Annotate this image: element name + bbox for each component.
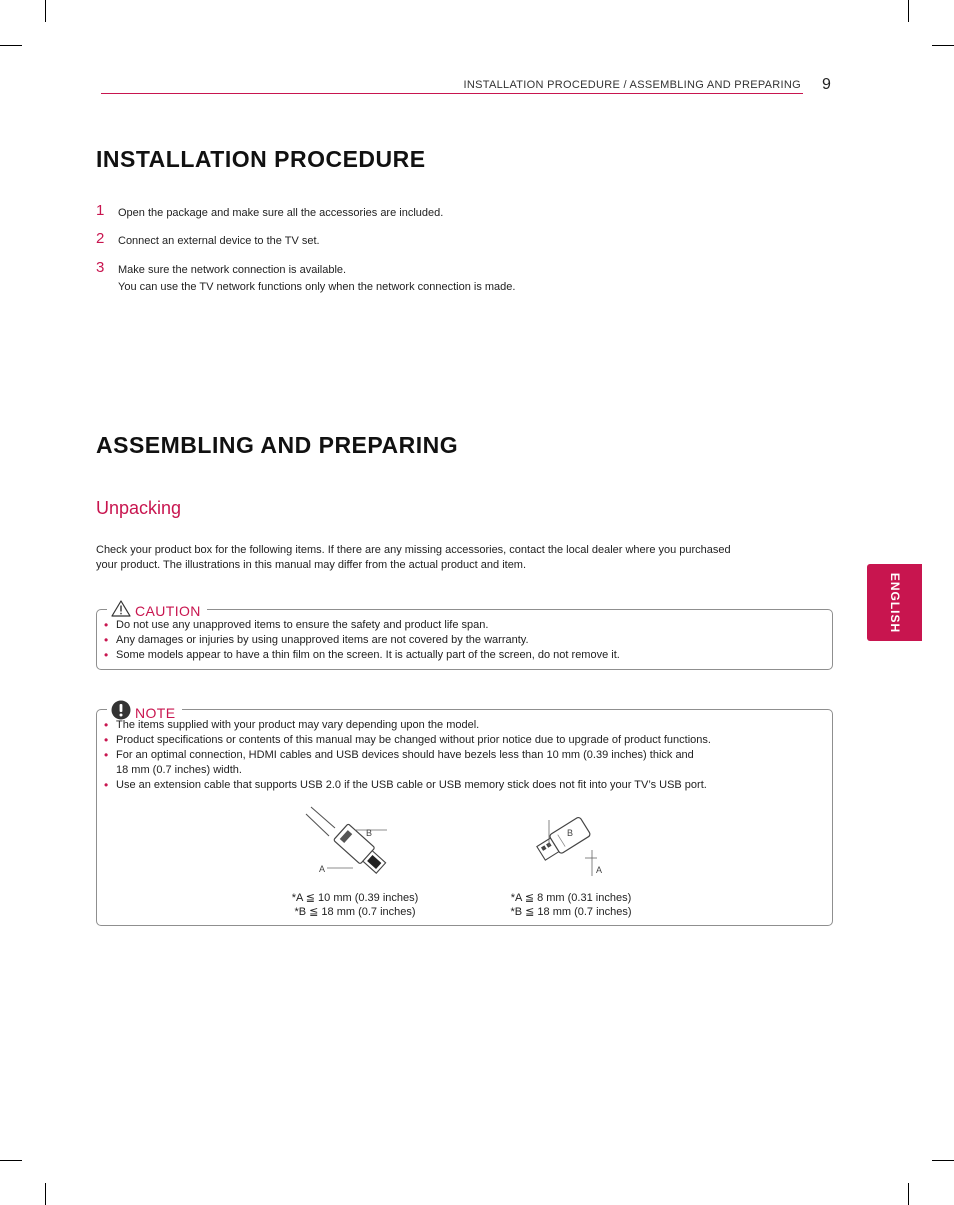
list-item-line: • For an optimal connection, HDMI cables and USB devices should have bezels less than 10 mm (0.39 inches) thick and [116, 749, 694, 761]
unpacking-subtitle: Unpacking [96, 498, 182, 518]
list-item: • Use an extension cable that supports USB 2.0 if the USB cable or USB memory stick does not fit into your TV’s USB port. [103, 778, 822, 793]
page-number: 9 [822, 76, 831, 93]
list-item-line: 18 mm (0.7 inches) width. [116, 764, 242, 776]
crop-mark [0, 1160, 22, 1161]
step-number: 2 [96, 230, 105, 247]
hdmi-label-b: B [366, 828, 373, 838]
language-tab [867, 564, 922, 641]
installation-title: INSTALLATION PROCEDURE [96, 146, 426, 172]
step-text: Make sure the network connection is available. [118, 264, 347, 276]
note-label: NOTE [135, 704, 176, 721]
step-text: Open the package and make sure all the accessories are included. [118, 207, 444, 219]
note-list [103, 718, 822, 793]
note-box [96, 704, 833, 926]
crop-mark [908, 1183, 909, 1205]
intro-line: your product. The illustrations in this manual may differ from the actual product and item. [96, 559, 527, 571]
language-tab-label: ENGLISH [887, 572, 902, 633]
running-title: INSTALLATION PROCEDURE / ASSEMBLING AND PREPARING [463, 79, 801, 91]
hdmi-dim-b: *B ≦ 18 mm (0.7 inches) [294, 906, 416, 918]
list-item: • Any damages or injuries by using unapproved items are not covered by the warranty. [103, 633, 822, 648]
crop-mark [932, 45, 954, 46]
step-text: Connect an external device to the TV set. [118, 235, 320, 247]
caution-label: CAUTION [135, 603, 201, 619]
step-text-line-2: You can use the TV network functions only when the network connection is made. [118, 281, 516, 293]
assembling-title: ASSEMBLING AND PREPARING [96, 432, 459, 458]
list-item: • Product specifications or contents of this manual may be changed without prior notice due to upgrade of product functions. [103, 733, 822, 748]
header-rule [101, 93, 803, 94]
usb-label-b: B [567, 828, 574, 838]
intro-line: Check your product box for the following items. If there are any missing accessories, contact the local dealer where you purchased [96, 544, 731, 556]
caution-box [96, 603, 833, 670]
list-item: • Do not use any unapproved items to ensure the safety and product life span. [103, 618, 822, 633]
crop-mark [908, 0, 909, 22]
crop-mark [45, 1183, 46, 1205]
list-item [103, 748, 822, 778]
usb-stick-illustration [535, 806, 615, 881]
unpacking-intro [96, 543, 816, 573]
usb-dim-a: *A ≦ 8 mm (0.31 inches) [510, 892, 632, 904]
hdmi-dim-a: *A ≦ 10 mm (0.39 inches) [291, 892, 419, 904]
hdmi-label-a: A [319, 864, 326, 874]
usb-dimensions [500, 891, 642, 919]
usb-label-a: A [596, 865, 603, 875]
hdmi-dimensions [284, 891, 426, 919]
list-item: • The items supplied with your product may vary depending upon the model. [103, 718, 822, 733]
step-number: 3 [96, 259, 105, 276]
list-item: • Some models appear to have a thin film on the screen. It is actually part of the screen, do not remove it. [103, 648, 822, 663]
usb-dim-b: *B ≦ 18 mm (0.7 inches) [510, 906, 632, 918]
caution-list [103, 618, 822, 663]
crop-mark [45, 0, 46, 22]
crop-mark [0, 45, 22, 46]
crop-mark [932, 1160, 954, 1161]
step-number: 1 [96, 202, 105, 219]
